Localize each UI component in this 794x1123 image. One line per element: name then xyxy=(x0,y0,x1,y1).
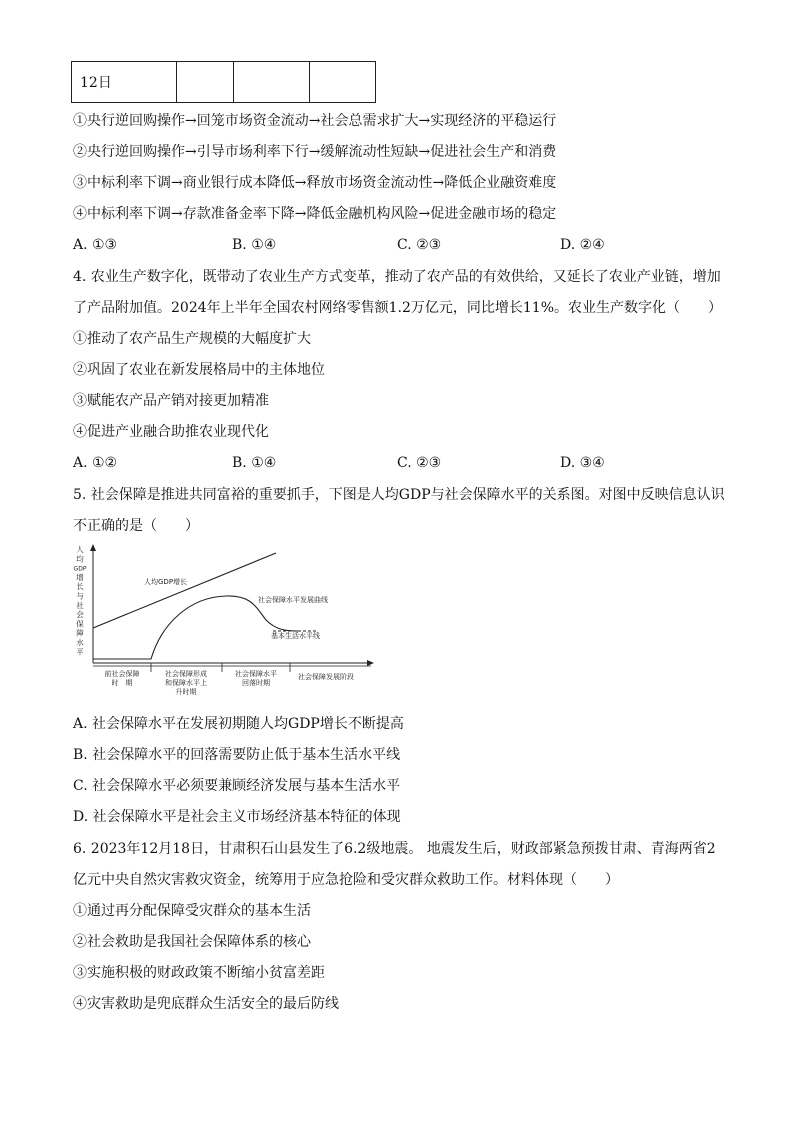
answer-table xyxy=(71,61,376,103)
q6-stem-line1: 6. 2023年12月18日，甘肃积石山县发生了6.2级地震。 地震发生后，财政部紧急预拨甘肃、青海两省2 xyxy=(73,841,716,857)
y-axis-label-char: 与 xyxy=(76,591,84,601)
y-axis-label-char: 增 xyxy=(76,572,84,582)
q3-item-1: ①央行逆回购操作→回笼市场资金流动→社会总需求扩大→实现经济的平稳运行 xyxy=(73,113,557,129)
q5-option-d[interactable]: D. 社会保障水平是社会主义市场经济基本特征的体现 xyxy=(73,809,401,825)
y-axis-arrow xyxy=(90,544,96,551)
social-security-curve xyxy=(93,596,298,659)
stage-label: 回落时期 xyxy=(242,679,270,687)
stage-label: 社会保障水平 xyxy=(235,670,277,678)
q3-options xyxy=(73,235,713,255)
stage-label: 前社会保障 xyxy=(104,670,140,678)
q4-option-d[interactable]: D. ③④ xyxy=(560,455,605,471)
q3-option-b[interactable]: B. ①④ xyxy=(232,237,277,253)
q5-option-c[interactable]: C. 社会保障水平必须要兼顾经济发展与基本生活水平 xyxy=(73,778,401,794)
q3-option-a[interactable]: A. ①③ xyxy=(73,237,118,253)
table-cell xyxy=(234,62,310,103)
q5-stem-line1: 5. 社会保障是推进共同富裕的重要抓手，下图是人均GDP与社会保障水平的关系图。对图中反映信息认识 xyxy=(73,487,725,503)
q3-item-4: ④中标利率下调→存款准备金率下降→降低金融机构风险→促进金融市场的稳定 xyxy=(73,206,557,222)
stage-label: 社会保障形成 xyxy=(165,670,207,678)
q6-item-2: ②社会救助是我国社会保障体系的核心 xyxy=(73,934,311,950)
baseline-series-label: 基本生活水平线 xyxy=(271,632,320,640)
q5-option-b[interactable]: B. 社会保障水平的回落需要防止低于基本生活水平线 xyxy=(73,747,401,763)
q6-item-3: ③实施积极的财政政策不断缩小贫富差距 xyxy=(73,965,325,981)
stage-label: 时 期 xyxy=(111,679,133,687)
q4-option-a[interactable]: A. ①② xyxy=(73,455,118,471)
y-axis-label-char: 水 xyxy=(76,638,84,647)
q4-options xyxy=(73,453,713,473)
q4-item-2: ②巩固了农业在新发展格局中的主体地位 xyxy=(73,362,325,378)
q5-option-a[interactable]: A. 社会保障水平在发展初期随人均GDP增长不断提高 xyxy=(73,716,404,732)
q4-option-c[interactable]: C. ②③ xyxy=(397,455,442,471)
q4-item-3: ③赋能农产品产销对接更加精准 xyxy=(73,393,269,409)
x-axis-arrow xyxy=(367,660,374,666)
y-axis-label xyxy=(74,544,87,656)
gdp-social-security-chart xyxy=(66,542,386,697)
stage-labels xyxy=(105,669,278,696)
q6-item-1: ①通过再分配保障受灾群众的基本生活 xyxy=(73,903,311,919)
x-axis-label: 社会保障发展阶段 xyxy=(298,673,354,681)
table-row-label: 12日 xyxy=(72,62,177,103)
curve-series-label: 社会保障水平发展曲线 xyxy=(258,596,328,604)
q4-item-4: ④促进产业融合助推农业现代化 xyxy=(73,424,269,440)
q5-stem-line2: 不正确的是（ ） xyxy=(73,518,199,534)
q6-stem-line2: 亿元中央自然灾害救灾资金，统筹用于应急抢险和受灾群众救助工作。材料体现（ ） xyxy=(73,872,619,888)
y-axis-label-char: 长 xyxy=(76,582,84,592)
y-axis-label-char: 障 xyxy=(76,628,84,638)
q4-option-b[interactable]: B. ①④ xyxy=(232,455,277,471)
q4-stem-line2: 了产品附加值。2024年上半年全国农村网络零售额1.2万亿元，同比增长11%。农业生产数字化（ ） xyxy=(73,300,723,316)
q4-item-1: ①推动了农产品生产规模的大幅度扩大 xyxy=(73,331,311,347)
y-axis-label-char: 社 xyxy=(76,600,84,610)
stage-label: 升时期 xyxy=(175,688,197,696)
table-cell xyxy=(310,62,376,103)
y-axis-label-char: GDP xyxy=(73,565,87,573)
q3-item-2: ②央行逆回购操作→引导市场利率下行→缓解流动性短缺→促进社会生产和消费 xyxy=(73,144,557,160)
y-axis-label-char: 会 xyxy=(76,610,84,620)
q3-option-d[interactable]: D. ②④ xyxy=(560,237,605,253)
y-axis-label-char: 保 xyxy=(76,619,84,629)
q6-item-4: ④灾害救助是兜底群众生活安全的最后防线 xyxy=(73,996,339,1012)
y-axis-label-char: 平 xyxy=(76,647,84,657)
y-axis-label-char: 人 xyxy=(76,545,84,554)
table-cell xyxy=(177,62,234,103)
q3-item-3: ③中标利率下调→商业银行成本降低→释放市场资金流动性→降低企业融资难度 xyxy=(73,175,557,191)
gdp-growth-line xyxy=(93,553,276,628)
q3-option-c[interactable]: C. ②③ xyxy=(397,237,442,253)
q4-stem-line1: 4. 农业生产数字化，既带动了农业生产方式变革，推动了农产品的有效供给，又延长了农业产业链，增加 xyxy=(73,269,721,285)
y-axis-label-char: 均 xyxy=(76,554,84,564)
stage-label: 和保障水平上 xyxy=(165,679,207,687)
gdp-series-label: 人均GDP增长 xyxy=(144,578,188,586)
